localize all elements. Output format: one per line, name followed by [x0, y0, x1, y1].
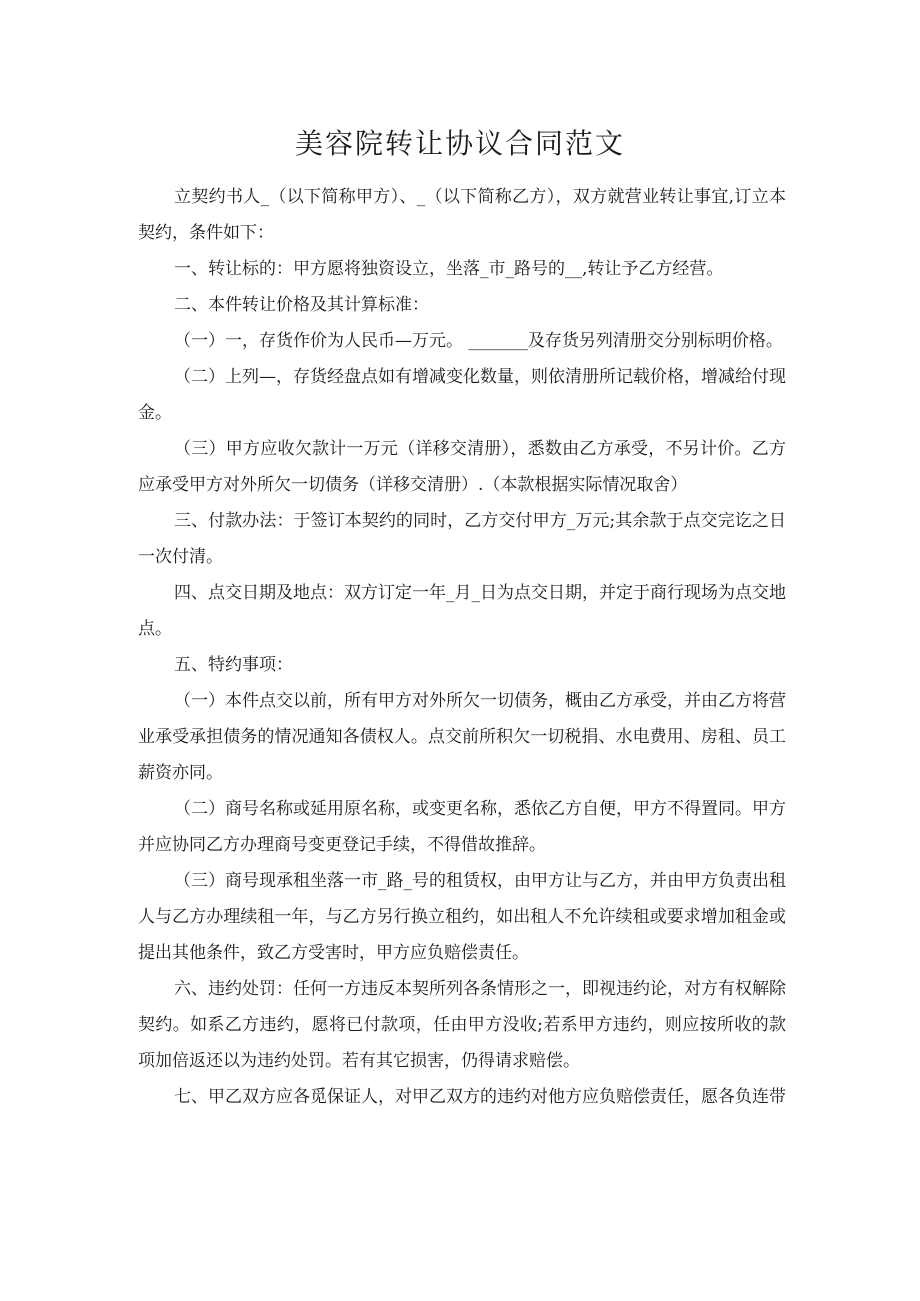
- paragraph-clause-7: 七、甲乙双方应各觅保证人，对甲乙双方的违约对他方应负赔偿责任，愿各负连带: [174, 1087, 786, 1107]
- paragraph-clause-3: 三、付款办法：于签订本契约的同时，乙方交付甲方_万元;其余款于点交完讫之日一次付清。: [138, 511, 786, 567]
- paragraph-clause-5: 五、特约事项：: [174, 655, 293, 675]
- paragraph-clause-5-2: （二）商号名称或延用原名称，或变更名称，悉依乙方自便，甲方不得置同。甲方并应协同乙方办理商号变更登记手续，不得借故推辞。: [138, 799, 786, 855]
- paragraph-clause-2-2: （二）上列—，存货经盘点如有增减变化数量，则依清册所记载价格，增减给付现金。: [138, 367, 786, 423]
- paragraph-clause-2-1: （一）一，存货作价为人民币—万元。 _______及存货另列清册交分别标明价格。: [174, 331, 783, 351]
- paragraph-clause-5-1: （一）本件点交以前，所有甲方对外所欠一切债务，概由乙方承受，并由乙方将营业承受承担债务的情况通知各债权人。点交前所积欠一切税捐、水电费用、房租、员工薪资亦同。: [138, 691, 786, 783]
- paragraph-clause-1: 一、转让标的：甲方愿将独资设立，坐落_市_路号的__,转让予乙方经营。: [174, 259, 724, 279]
- paragraph-clause-2-3: （三）甲方应收欠款计一万元（详移交清册），悉数由乙方承受，不另计价。乙方应承受甲方对外所欠一切债务（详移交清册）.（本款根据实际情况取舍）: [138, 439, 786, 495]
- paragraph-clause-2: 二、本件转让价格及其计算标准：: [174, 295, 429, 315]
- document-body: [138, 179, 786, 1115]
- paragraph-clause-6: 六、违约处罚：任何一方违反本契所列各条情形之一，即视违约论，对方有权解除契约。如系乙方违约，愿将已付款项，任由甲方没收;若系甲方违约，则应按所收的款项加倍返还以为违约处罚。若有其它损害，仍得请求赔偿。: [138, 979, 786, 1071]
- document-title: 美容院转让协议合同范文: [294, 127, 625, 160]
- paragraph-clause-5-3: （三）商号现承租坐落一市_路_号的租赁权，由甲方让与乙方，并由甲方负责出租人与乙方办理续租一年，与乙方另行换立租约，如出租人不允许续租或要求增加租金或提出其他条件，致乙方受害时，甲方应负赔偿责任。: [138, 871, 786, 963]
- paragraph-clause-4: 四、点交日期及地点：双方订定一年_月_日为点交日期，并定于商行现场为点交地点。: [138, 583, 786, 639]
- paragraph-preamble: 立契约书人_（以下简称甲方）、_（以下简称乙方），双方就营业转让事宜,订立本契约，条件如下：: [138, 187, 786, 243]
